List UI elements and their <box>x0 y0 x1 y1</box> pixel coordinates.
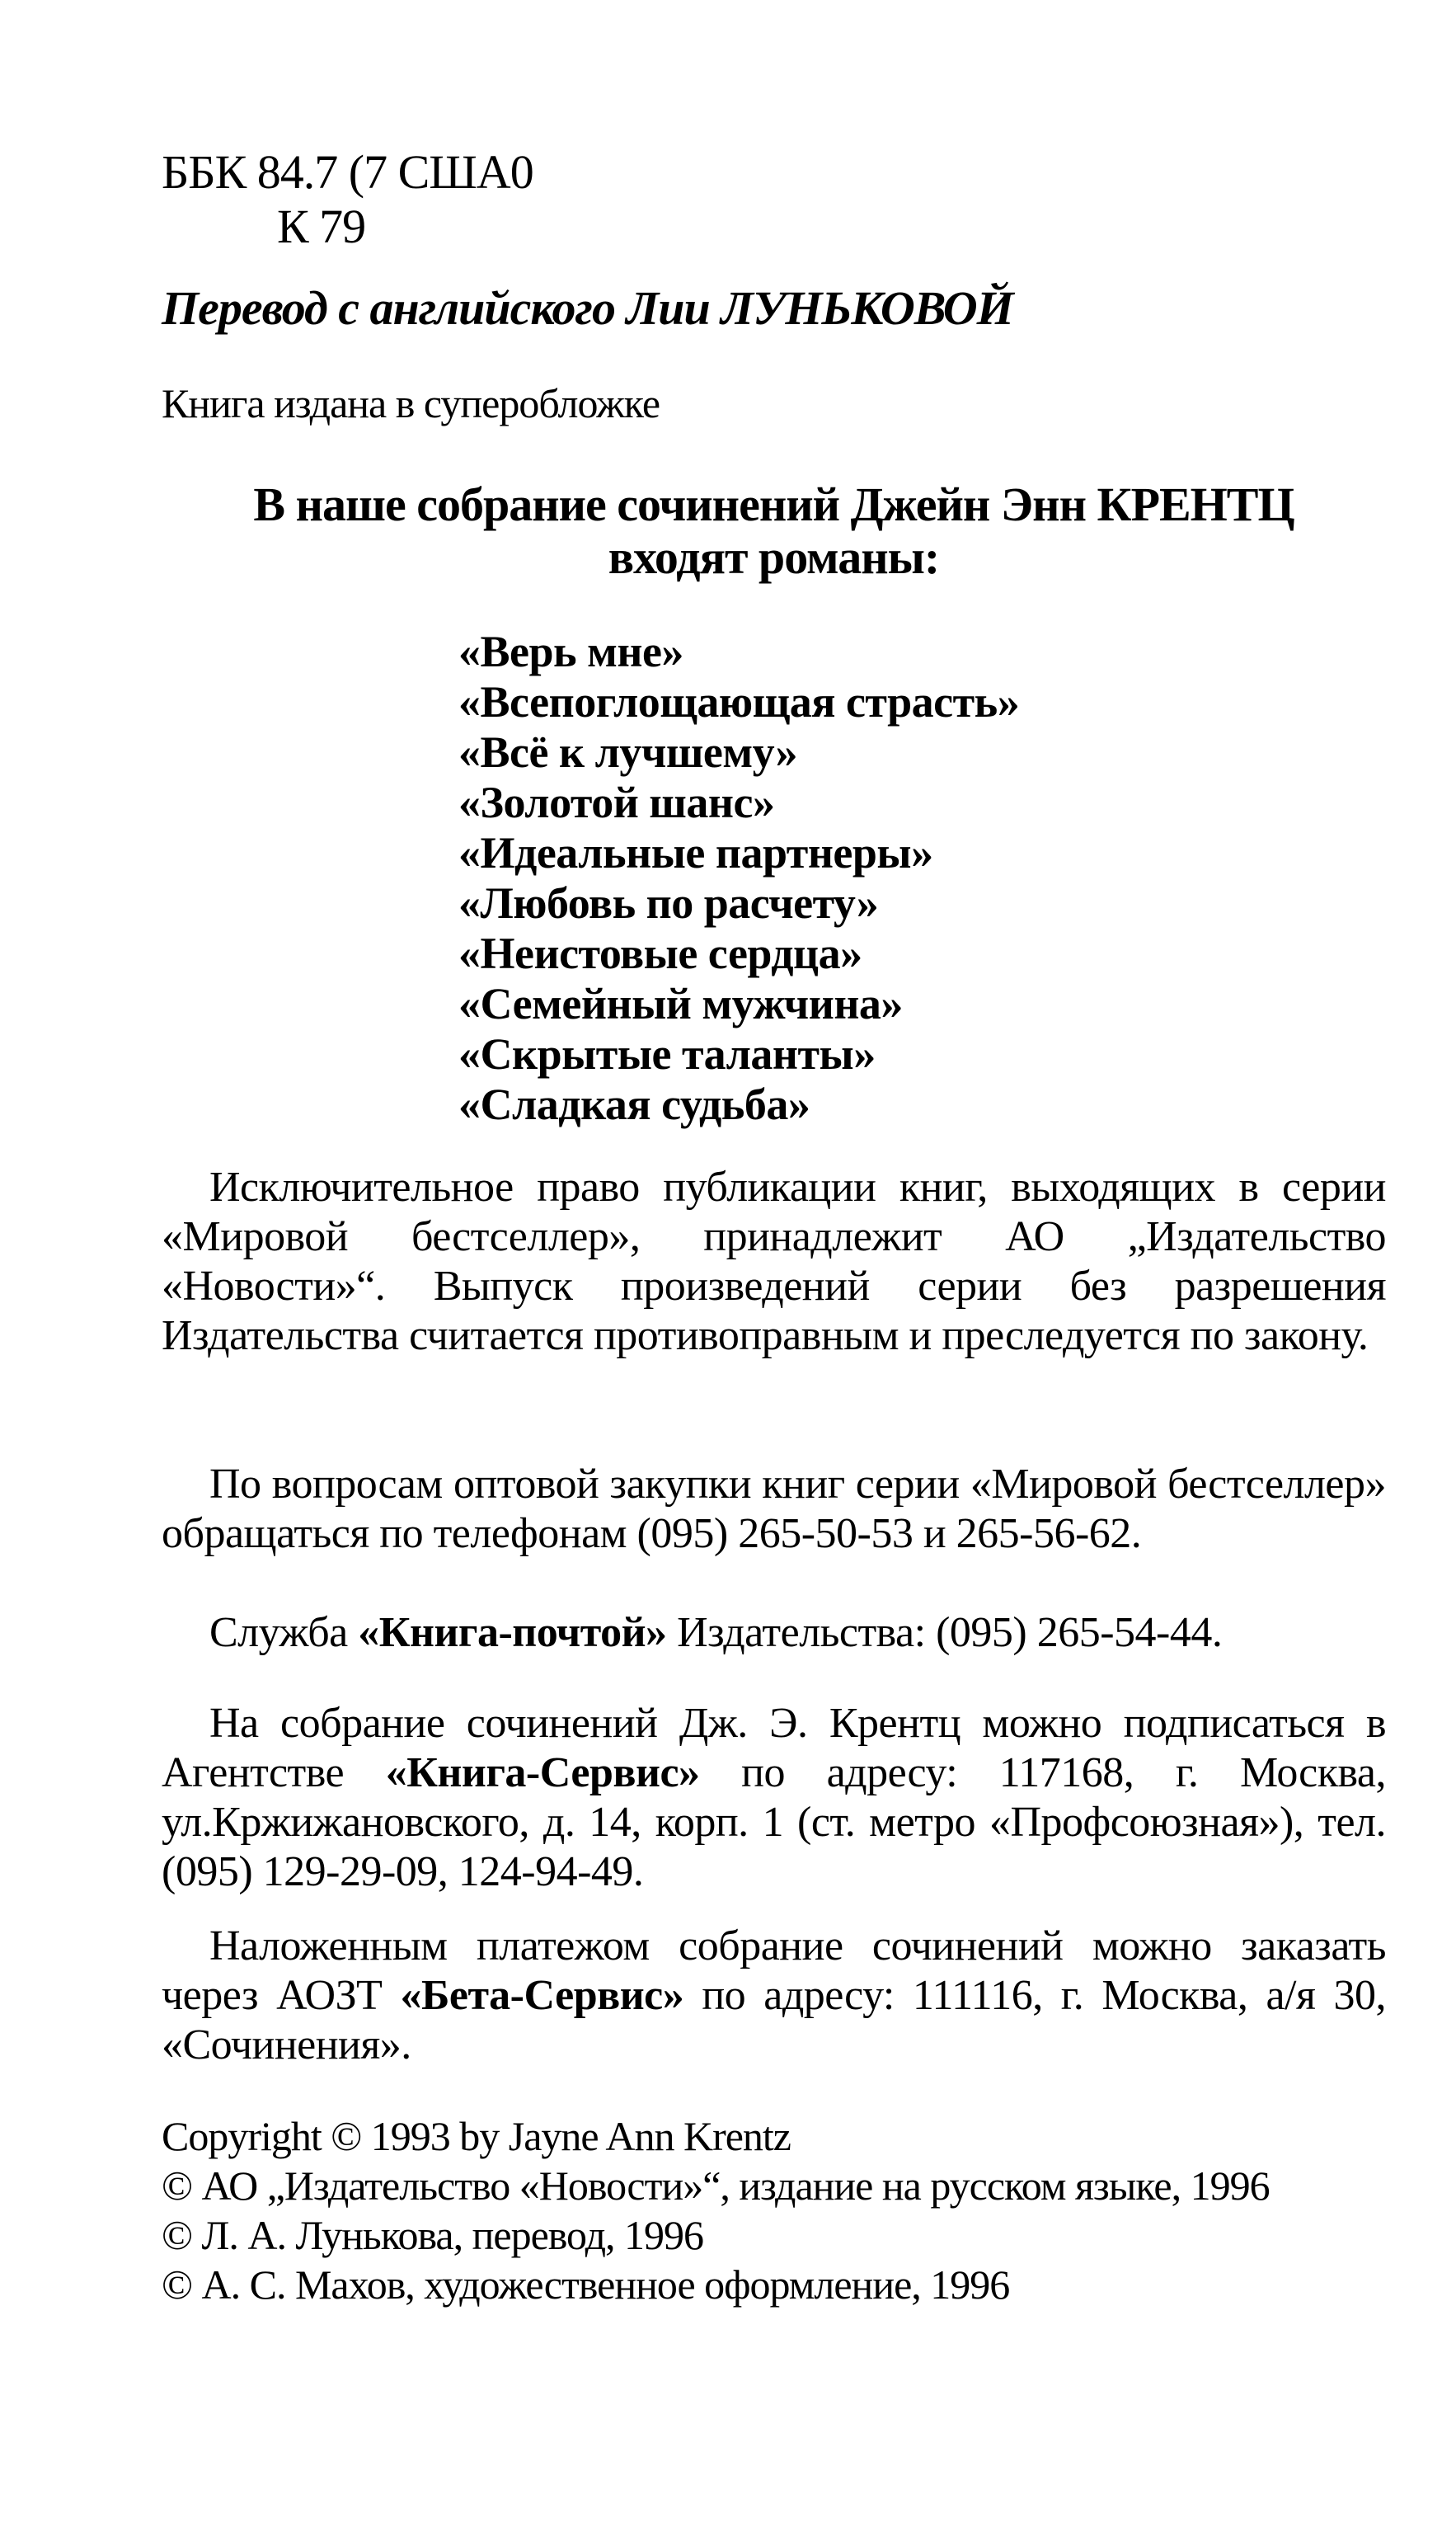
novel-title: «Золотой шанс» <box>458 778 775 827</box>
cod-order-company: «Бета-Сервис» <box>400 1972 684 2019</box>
subscription-agency: «Книга-Сервис» <box>385 1749 700 1796</box>
binding-note: Книга издана в суперобложке <box>162 380 660 426</box>
cod-order-notice <box>162 1922 1386 2070</box>
copyright-line: © АО „Издательство «Новости»“, издание на русском языке, 1996 <box>162 2162 1270 2209</box>
bbk-code: ББК 84.7 (7 США0 <box>162 145 533 199</box>
novel-title: «Верь мне» <box>458 627 683 676</box>
novel-title: «Неистовые сердца» <box>458 929 862 978</box>
novel-title: «Сладкая судьба» <box>458 1080 810 1129</box>
novel-title: «Семейный мужчина» <box>458 979 903 1028</box>
collection-heading-line-2: входят романы: <box>608 530 940 584</box>
copyright-line: © Л. А. Лунькова, перевод, 1996 <box>162 2212 704 2258</box>
author-mark: К 79 <box>277 200 366 253</box>
novel-title: «Всепоглощающая страсть» <box>458 677 1020 727</box>
subscription-notice <box>162 1699 1386 1897</box>
cod-order-suffix: по адресу: 111116, г. Москва, а/я 30, «Сочинения». <box>162 1972 1386 2068</box>
mail-service-suffix: Издательства: (095) 265-54-44. <box>666 1609 1223 1656</box>
rights-notice: Исключительное право публикации книг, выходящих в серии «Мировой бестселлер», принадлежит АО „Издательство «Новости»“. Выпуск произведений серии без разрешения Издательства считается противоправным и преследуется по закону. <box>162 1164 1386 1359</box>
copyright-line: Copyright © 1993 by Jayne Ann Krentz <box>162 2113 791 2159</box>
subscription-prefix: На собрание сочинений Дж. Э. Крентц можно подписаться в Агентстве <box>162 1700 1386 1796</box>
collection-heading <box>162 478 1386 584</box>
subscription-suffix: по адресу: 117168, г. Москва, ул.Кржижановского, д. 14, корп. 1 (ст. метро «Профсоюзная»), тел. (095) 129-29-09, 124-94-49. <box>162 1749 1386 1895</box>
translator-credit: Перевод с английского Лии ЛУНЬКОВОЙ <box>162 281 1013 335</box>
wholesale-notice: По вопросам оптовой закупки книг серии «Мировой бестселлер» обращаться по телефонам (095) 265-50-53 и 265-56-62. <box>162 1461 1386 1557</box>
mail-service-prefix: Служба <box>209 1609 359 1656</box>
bbk-classification <box>162 145 533 254</box>
cod-order-prefix: Наложенным платежом собрание сочинений можно заказать через АОЗТ <box>162 1922 1386 2019</box>
mail-service-notice <box>162 1608 1386 1658</box>
mail-service-name: «Книга-почтой» <box>358 1609 667 1656</box>
copyright-line: © А. С. Махов, художественное оформление, 1996 <box>162 2261 1010 2308</box>
novel-title: «Любовь по расчету» <box>458 878 879 928</box>
collection-heading-line-1: В наше собрание сочинений Джейн Энн КРЕНТЦ <box>253 478 1294 531</box>
novel-title: «Скрытые таланты» <box>458 1029 876 1079</box>
copyright-block <box>162 2111 1270 2309</box>
novel-list <box>458 627 1019 1130</box>
novel-title: «Всё к лучшему» <box>458 727 797 777</box>
novel-title: «Идеальные партнеры» <box>458 828 933 878</box>
